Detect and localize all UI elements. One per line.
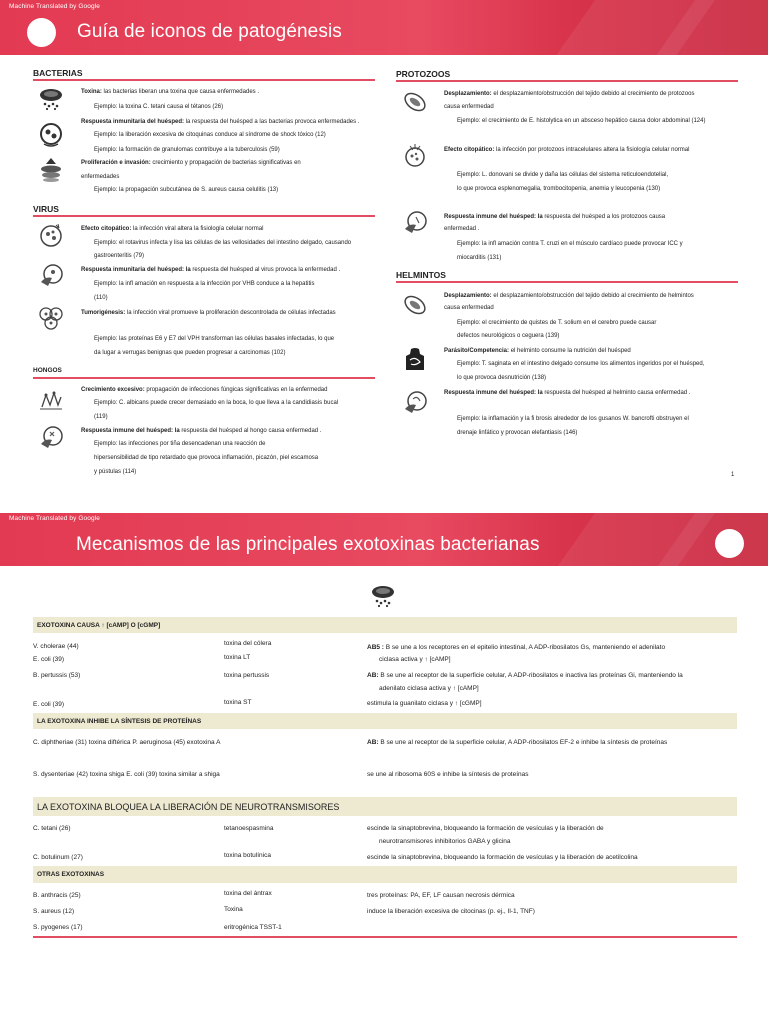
protozoos-line: miocarditis (131) [457, 255, 502, 261]
table-cell-mechanism: se une al ribosoma 60S e inhibe la síntesis de proteínas [367, 771, 529, 778]
hongos-line: Crecimiento excesivo: propagación de infecciones fúngicas significativas en la enfermedad [81, 387, 328, 393]
table-cell-mechanism: escinde la sinaptobrevina, bloqueando la formación de vesículas y la liberación de acetilcolina [367, 854, 638, 861]
table-cell-toxin: Toxina [224, 906, 243, 913]
table-bottom-rule [33, 936, 737, 938]
section-band: LA EXOTOXINA INHIBE LA SÍNTESIS DE PROTEÍNAS [33, 713, 737, 729]
protozoos-line: Ejemplo: el crecimiento de E. histolytica en un absceso hepático causa dolor abdominal (124) [457, 118, 706, 124]
table-cell-organism: C. tetani (26) [33, 825, 71, 832]
table-cell-mechanism: AB: B se une al receptor de la superficie celular, A ADP-ribosilatos e inactiva las proteínas Gi, manteniendo la [367, 672, 683, 679]
table-cell-toxin: toxina botulínica [224, 852, 271, 859]
virus-line: Tumorigénesis: la infección viral promueve la proliferación descontrolada de células infectadas [81, 310, 336, 316]
table-cell-mechanism: AB: B se une al receptor de la superficie celular, A ADP-ribosilatos EF-2 e inhibe la síntesis de proteínas [367, 739, 668, 746]
displacement-icon [402, 89, 428, 115]
hongos-line: Respuesta inmune del huésped: la respuesta del huésped al hongo causa enfermedad . [81, 428, 322, 434]
table-cell-toxin: toxina del ántrax [224, 890, 272, 897]
helmintos-line: defectos neurológicos o ceguera (139) [457, 333, 560, 339]
protozoos-line: Respuesta inmune del huésped: la respuesta del huésped a los protozoos causa [444, 214, 666, 220]
section-band: LA EXOTOXINA BLOQUEA LA LIBERACIÓN DE NEUROTRANSMISORES [33, 797, 737, 816]
helmintos-line: lo que provoca desnutrición (138) [457, 375, 547, 381]
machine-translated-label: Machine Translated by Google [9, 3, 100, 10]
bacterias-line: Ejemplo: la formación de granulomas contribuye a la tuberculosis (59) [94, 147, 280, 153]
bacterias-line: Proliferación e invasión: crecimiento y propagación de bacterias significativas en [81, 160, 301, 166]
helmintos-line: Respuesta inmune del huésped: la respuesta del huésped al helminto causa enfermedad . [444, 390, 691, 396]
bacterias-line: Ejemplo: la toxina C. tetani causa el tétanos (26) [94, 104, 224, 110]
table-cell-mechanism: AB5 : B se une a los receptores en el epitelio intestinal, A ADP-ribosilatos Gs, manteniendo el adenilato [367, 644, 666, 651]
hongos-line: hipersensibilidad de tipo retardado que provoca inflamación, picazón, piel escamosa [94, 455, 319, 461]
table-cell-mechanism: tres proteínas: PA, EF, LF causan necrosis dérmica [367, 892, 515, 899]
header-circle [715, 529, 744, 558]
virus-line: da lugar a verrugas benignas que pueden progresar a carcinomas (102) [94, 350, 286, 356]
table-cell-organism: E. coli (39) [33, 701, 65, 708]
table-cell-toxin: toxina ST [224, 699, 252, 706]
table-cell-mechanism: escinde la sinaptobrevina, bloqueando la formación de vesículas y la liberación de [367, 825, 604, 832]
table-cell-toxin: toxina del cólera [224, 640, 272, 647]
hongos-line: (119) [94, 414, 108, 420]
virus-line: Ejemplo: el rotavirus infecta y lisa las células de las vellosidades del intestino delgado, causando [94, 240, 352, 246]
protozoos-line: causa enfermedad [444, 104, 494, 110]
table-cell-mechanism: estimula la guanilato ciclasa y ↑ [cGMP] [367, 700, 482, 707]
section-heading-hongos: HONGOS [33, 367, 62, 374]
bacterias-line: Ejemplo: la propagación subcutánea de S. aureus causa celulitis (13) [94, 187, 279, 193]
page-title: Guía de iconos de patogénesis [77, 21, 342, 42]
table-cell-mechanism: ciclasa activa y ↑ [cAMP] [379, 656, 451, 663]
section-heading-bacterias: BACTERIAS [33, 68, 83, 78]
table-cell-mechanism: induce la liberación excesiva de citocinas (p. ej., Il-1, TNF) [367, 908, 535, 915]
table-cell-organism: B. anthracis (25) [33, 892, 81, 899]
host-immune-response-icon [38, 122, 64, 148]
section-heading-virus: VIRUS [33, 204, 59, 214]
protozoos-line: Ejemplo: L. donovani se divide y daña las células del sistema reticuloendotelial, [457, 172, 669, 178]
protozoos-line: Ejemplo: la infl amación contra T. cruzi en el músculo cardíaco puede provocar ICC y [457, 241, 683, 247]
section-rule [33, 79, 375, 81]
bacterias-line: Respuesta inmunitaria del huésped: la respuesta del huésped a las bacterias provoca enfermedades . [81, 119, 360, 125]
table-cell-organism: E. coli (39) [33, 656, 65, 663]
table-cell-organism: S. pyogenes (17) [33, 924, 83, 931]
bacterias-line: Ejemplo: la liberación excesiva de citoquinas conduce al síndrome de shock tóxico (12) [94, 132, 326, 138]
table-cell-toxin: toxina pertussis [224, 672, 270, 679]
helmintos-line: Parásito/Competencia: el helminto consume la nutrición del huésped [444, 348, 631, 354]
cytopathic-effect-icon [38, 222, 64, 248]
table-cell-organism: C. botulinum (27) [33, 854, 83, 861]
hongos-line: Ejemplo: C. albicans puede crecer demasiado en la boca, lo que lleva a la candidiasis bucal [94, 400, 339, 406]
header-circle [27, 18, 56, 47]
protozoos-line: enfermedad . [444, 226, 480, 232]
section-band: OTRAS EXOTOXINAS [33, 866, 737, 883]
virus-line: Ejemplo: las proteínas E6 y E7 del VPH transforman las células basales infectadas, lo que [94, 336, 335, 342]
page-number: 1 [731, 472, 735, 478]
toxin-icon [370, 583, 396, 609]
virus-line: (110) [94, 295, 108, 301]
section-heading-helmintos: HELMINTOS [396, 270, 446, 280]
table-cell-organism: V. cholerae (44) [33, 643, 79, 650]
helmintos-line: Desplazamiento: el desplazamiento/obstrucción del tejido debido al crecimiento de helmintos [444, 293, 694, 299]
page2-header-banner [0, 513, 768, 566]
host-immune-response-icon [38, 262, 64, 288]
table-cell-toxin: toxina LT [224, 654, 251, 661]
displacement-icon [402, 292, 428, 318]
bacterias-line: Toxina: las bacterias liberan una toxina que causa enfermedades . [81, 89, 259, 95]
helmintos-line: Ejemplo: el crecimiento de quistes de T. solium en el cerebro puede causar [457, 320, 657, 326]
bacterias-line: enfermedades [81, 174, 120, 180]
table-cell-mechanism: neurotransmisores inhibitorios GABA y glicina [379, 838, 511, 845]
table-cell-toxin: tetanoespasmina [224, 825, 274, 832]
protozoos-line: Efecto citopático: la infección por protozoos intracelulares altera la fisiología celular normal [444, 147, 690, 153]
host-immune-response-icon [38, 424, 64, 450]
helmintos-line: causa enfermedad [444, 305, 494, 311]
page1-header-banner [0, 0, 768, 55]
toxin-icon [38, 86, 64, 112]
overgrowth-icon [38, 387, 64, 413]
virus-line: Ejemplo: la infl amación en respuesta a la infección por VHB conduce a la hepatitis [94, 281, 315, 287]
section-rule [33, 215, 375, 217]
table-cell-organism: C. diphtheriae (31) toxina diftérica P. aeruginosa (45) exotoxina A [33, 739, 221, 746]
helmintos-line: Ejemplo: T. saginata en el intestino delgado consume los alimentos ingeridos por el huésped, [457, 361, 705, 367]
section-band: EXOTOXINA CAUSA ↑ [cAMP] O [cGMP] [33, 617, 737, 633]
table-cell-mechanism: adenilato ciclasa activa y ↑ [cAMP] [379, 685, 479, 692]
section-heading-protozoos: PROTOZOOS [396, 69, 451, 79]
table-cell-toxin: eritrogénica TSST-1 [224, 924, 282, 931]
section-rule [396, 281, 738, 283]
virus-line: Efecto citopático: la infección viral altera la fisiología celular normal [81, 226, 264, 232]
protozoos-line: Desplazamiento: el desplazamiento/obstrucción del tejido debido al crecimiento de protozoos [444, 91, 695, 97]
table-cell-organism: S. aureus (12) [33, 908, 75, 915]
host-immune-response-icon [402, 209, 428, 235]
section-rule [33, 377, 375, 379]
proliferation-invasion-icon [38, 156, 64, 182]
page-title: Mecanismos de las principales exotoxinas bacterianas [76, 534, 540, 555]
hongos-line: y pústulas (114) [94, 469, 137, 475]
table-cell-organism: B. pertussis (53) [33, 672, 81, 679]
host-immune-response-icon [402, 389, 428, 415]
helmintos-line: Ejemplo: la inflamación y la fi brosis alrededor de los gusanos W. bancrofti obstruyen el [457, 416, 689, 422]
section-rule [396, 80, 738, 82]
machine-translated-label: Machine Translated by Google [9, 515, 100, 522]
table-cell-organism: S. dysenteriae (42) toxina shiga E. coli (39) toxina similar a shiga [33, 771, 220, 778]
protozoos-line: lo que provoca esplenomegalia, trombocitopenia, anemia y leucopenia (130) [457, 186, 661, 192]
virus-line: Respuesta inmunitaria del huésped: la respuesta del huésped al virus provoca la enfermedad . [81, 267, 341, 273]
tumorigenesis-icon [38, 305, 64, 331]
cytopathic-effect-icon [402, 142, 428, 168]
parasite-competition-icon [402, 346, 428, 372]
hongos-line: Ejemplo: las infecciones por tiña desencadenan una reacción de [94, 441, 266, 447]
virus-line: gastroenteritis (79) [94, 253, 145, 259]
helmintos-line: drenaje linfático y provocan elefantiasis (146) [457, 430, 578, 436]
